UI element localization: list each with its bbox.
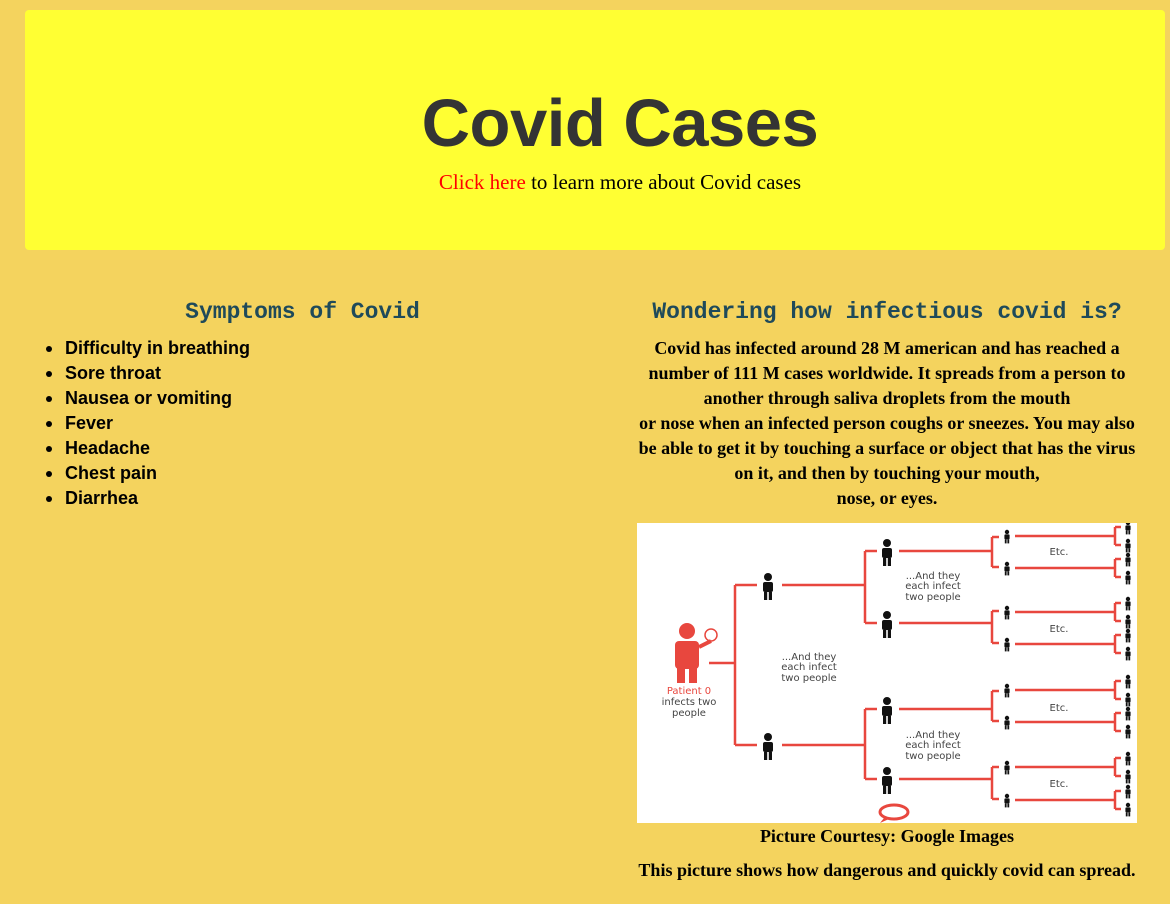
spread-diagram-image xyxy=(637,523,1137,823)
level-label-line: ...And they xyxy=(905,571,961,582)
level-label-line: two people xyxy=(781,673,837,684)
learn-more-link[interactable]: Click here xyxy=(438,170,526,194)
patient-label-line: people xyxy=(672,708,706,719)
paragraph-line: on it, and then by touching your mouth, xyxy=(734,463,1040,483)
page-title: Covid Cases xyxy=(421,86,819,161)
paragraph-line: another through saliva droplets from the mouth xyxy=(703,388,1071,408)
symptom-item: Sore throat xyxy=(65,361,605,386)
symptoms-list xyxy=(0,336,605,511)
level-label-line: two people xyxy=(905,751,961,762)
patient-zero-icon xyxy=(675,623,717,683)
etc-label: Etc. xyxy=(1049,779,1069,790)
hero-subtitle xyxy=(50,168,1170,196)
image-caption: Picture Courtesy: Google Images xyxy=(759,826,1015,846)
etc-label: Etc. xyxy=(1049,703,1069,714)
level-label-line: each infect xyxy=(905,581,961,592)
symptom-item: Difficulty in breathing xyxy=(65,336,605,361)
patient-label-line: Patient 0 xyxy=(666,686,712,697)
level-label-line: each infect xyxy=(905,740,961,751)
level1-connectors xyxy=(709,585,757,745)
level4-connectors xyxy=(1015,527,1121,809)
paragraph-line: nose, or eyes. xyxy=(836,488,938,508)
hero-banner xyxy=(25,10,1165,250)
etc-label: Etc. xyxy=(1049,547,1069,558)
paragraph-line: or nose when an infected person coughs or sneezes. You may also xyxy=(639,413,1135,433)
symptoms-heading: Symptoms of Covid xyxy=(185,299,420,325)
symptom-item: Nausea or vomiting xyxy=(65,386,605,411)
infectious-section xyxy=(637,296,1137,882)
infectious-paragraph xyxy=(637,336,1137,511)
paragraph-line: Covid has infected around 28 M american and has reached a xyxy=(654,338,1120,358)
etc-label: Etc. xyxy=(1049,624,1069,635)
level-label-line: ...And they xyxy=(905,730,961,741)
patient-label-line: infects two xyxy=(661,697,717,708)
symptom-item: Headache xyxy=(65,436,605,461)
level-label-line: ...And they xyxy=(781,652,837,663)
paragraph-line: be able to get it by touching a surface or object that has the virus xyxy=(638,438,1136,458)
image-description: This picture shows how dangerous and quickly covid can spread. xyxy=(638,860,1136,880)
symptom-item: Fever xyxy=(65,411,605,436)
level-label-line: two people xyxy=(905,592,961,603)
hero-subtitle-text: to learn more about Covid cases xyxy=(525,170,802,194)
symptom-item: Diarrhea xyxy=(65,486,605,511)
logo-icon xyxy=(880,805,908,823)
symptom-item: Chest pain xyxy=(65,461,605,486)
paragraph-line: number of 111 M cases worldwide. It spreads from a person to xyxy=(648,363,1126,383)
level-label-line: each infect xyxy=(781,662,837,673)
infectious-heading: Wondering how infectious covid is? xyxy=(652,299,1122,325)
symptoms-section xyxy=(0,296,605,511)
